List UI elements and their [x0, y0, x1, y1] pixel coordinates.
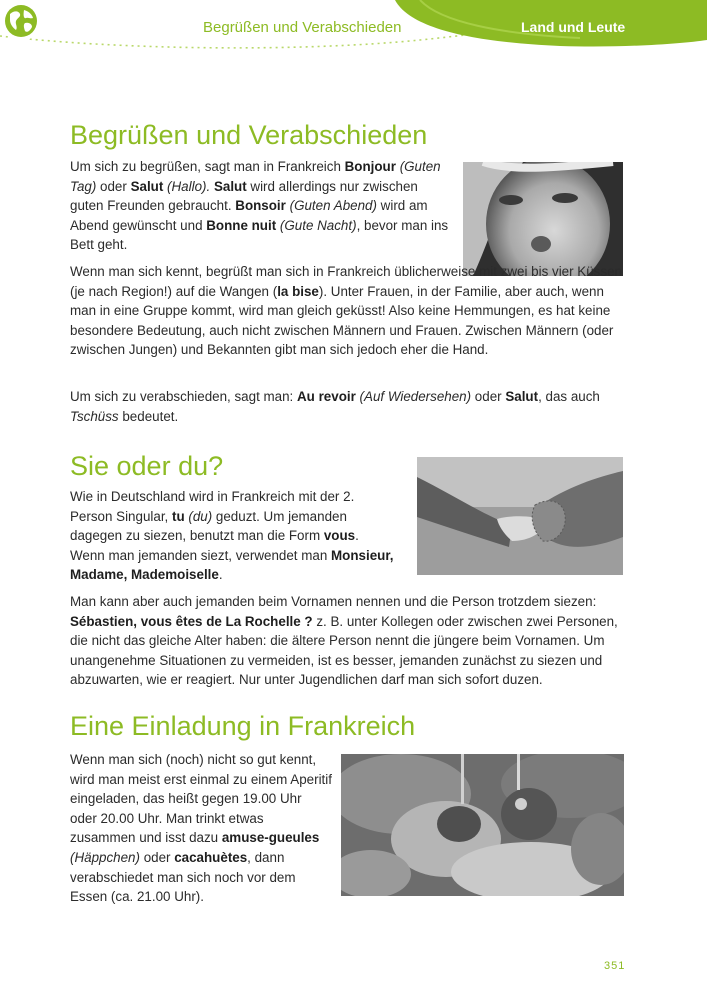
bold-term: Au revoir: [297, 389, 356, 404]
bold-term: Bonjour: [344, 159, 396, 174]
italic-translation: Tschüss: [70, 408, 119, 424]
photo-amuse-gueules: [341, 754, 624, 896]
section-title-einladung: Eine Einladung in Frankreich: [70, 711, 416, 741]
bold-term: amuse-gueules: [221, 830, 320, 846]
italic-translation: (Guten Abend): [289, 198, 377, 214]
italic-translation: (du): [188, 508, 213, 524]
bold-term: cacahuètes: [174, 849, 248, 865]
italic-translation: (Auf Wiedersehen): [359, 389, 472, 404]
paragraph-aperitif: Wenn man sich (noch) nicht so gut kennt, wird man meist erst einmal zu einem Aperitif eingeladen, das heißt gegen 19.00 Uhr oder 20.00 Uhr. Man trinkt etwas zusammen und isst dazu amuse-gueules (Häppchen) oder cacahuètes, dann verabschiedet man sich noch vor dem Essen (ca. 21.00 Uhr).: [70, 752, 332, 905]
globe-icon: [0, 0, 42, 42]
bold-term: Salut: [130, 178, 164, 194]
paragraph-goodbye: Um sich zu verabschieden, sagt man: Au revoir (Auf Wiedersehen) oder Salut, das auch Tschüss bedeutet.: [70, 389, 600, 424]
bold-term: Bonne nuit: [206, 217, 277, 233]
bold-term: Salut: [213, 178, 247, 194]
section-title-sie-oder-du: Sie oder du?: [70, 451, 224, 481]
bold-term: vous: [323, 528, 356, 544]
italic-translation: (Häppchen): [70, 849, 140, 865]
italic-translation: (Hallo).: [167, 178, 211, 194]
page-number: 351: [604, 960, 626, 972]
bold-term: Sébastien, vous êtes de La Rochelle ?: [70, 613, 313, 629]
section-label: Land und Leute: [521, 19, 626, 35]
bold-term: la bise: [277, 283, 319, 299]
italic-translation: (Gute Nacht): [279, 217, 357, 233]
paragraph-greeting-words: Um sich zu begrüßen, sagt man in Frankreich Bonjour (Guten Tag) oder Salut (Hallo). Salut wird allerdings nur zwischen guten Freunden gebraucht. Bonsoir (Guten Abend) wird am Abend gewünscht und Bonne nuit (Gute Nacht), bevor man ins Bett geht.: [70, 159, 449, 253]
bold-term: Bonsoir: [235, 198, 286, 214]
bold-term: Monsieur, Madame, Mademoiselle: [70, 547, 394, 583]
photo-woman-kiss: [463, 162, 623, 276]
paragraph-la-bise: Wenn man sich kennt, begrüßt man sich in Frankreich üblicherweise mit zwei bis vier Küssen (je nach Region!) auf die Wangen (la bise). Unter Frauen, in der Familie, aber auch, wenn man in eine Gruppe kommt, wird man gleich geküsst! Also keine Hemmungen, es hat keine besondere Bedeutung, auch nicht zwischen Männern und Frauen. Zwischen Männern (oder zwischen Jungen) und Bekannten gibt man sich jedoch eher die Hand.: [70, 264, 622, 358]
section-title-greetings: Begrüßen und Verabschieden: [70, 120, 428, 150]
paragraph-tu-vous: Wie in Deutschland wird in Frankreich mit der 2. Person Singular, tu (du) geduzt. Um jemanden dagegen zu siezen, benutzt man die Form vous. Wenn man jemanden siezt, verwendet man Monsieur, Madame, Mademoiselle.: [70, 489, 394, 583]
bold-term: Salut: [505, 389, 539, 404]
page-header: [0, 0, 707, 60]
running-head: Begrüßen und Verabschieden: [203, 19, 402, 36]
italic-translation: (Guten Tag): [70, 159, 441, 194]
paragraph-vorname-siezen: Man kann aber auch jemanden beim Vornamen nennen und die Person trotzdem siezen: Sébastien, vous êtes de La Rochelle ? z. B. unter Kollegen oder zwischen zwei Personen, die nicht das gleiche Alter haben: die ältere Person nennt die jüngere beim Vornamen. Um unangenehme Situationen zu vermeiden, ist es besser, jemanden zunächst zu siezen und abzuwarten, wie er reagiert. Nur unter Jugendlichen darf man sich sofort duzen.: [70, 594, 618, 688]
bold-term: tu: [171, 508, 185, 524]
photo-handshake: [417, 457, 623, 575]
